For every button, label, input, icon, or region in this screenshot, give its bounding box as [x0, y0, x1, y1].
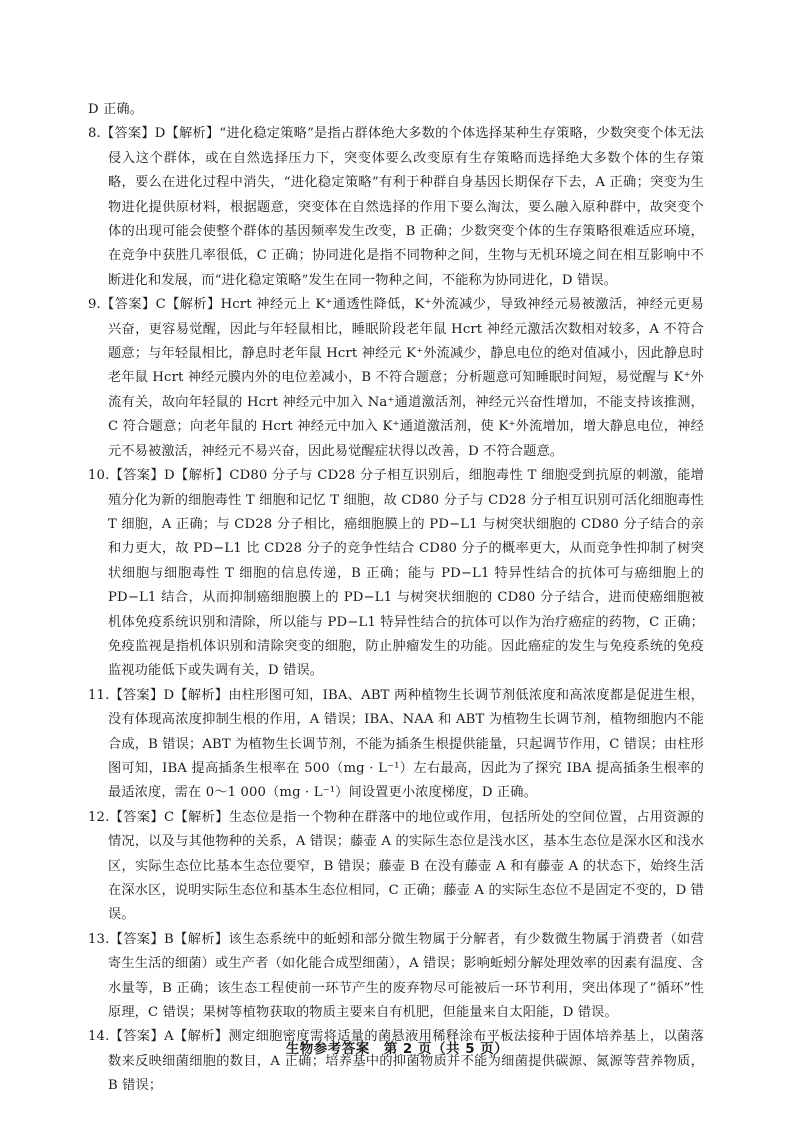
answer-item-12: 12.【答案】C【解析】生态位是指一个物种在群落中的地位或作用，包括所处的空间位置，占用资源的情况，以及与其他物种的关系，A 错误；藤壶 A 的实际生态位是浅水区，基本生态位是深水区和浅水区，实际生态位比基本生态位要窄，B 错误；藤壶 B 在没有藤壶 A 和有藤壶 A 的状态下，始终生活在深水区，说明实际生态位和基本生态位相同，C 正确；藤壶 A 的实际生态位不是固定不变的，D 错误。: [88, 809, 704, 923]
previous-item-tail: D 正确。: [88, 102, 144, 117]
answer-item-13: 13.【答案】B【解析】该生态系统中的蚯蚓和部分微生物属于分解者，有少数微生物属于消费者（如营寄生生活的细菌）或生产者（如化能合成型细菌），A 错误；影响蚯蚓分解处理效率的因素有温度、含水量等，B 正确；该生态工程使前一环节产生的废弃物尽可能被后一环节利用，突出体现了“循环”性原理，C 错误；果树等植物获取的物质主要来自有机肥，但能量来自太阳能，D 错误。: [88, 931, 704, 1021]
answer-item-14: 14.【答案】A【解析】测定细胞密度需将适量的菌悬液用稀释涂布平板法接种于固体培养基上，以菌落数来反映细菌细胞的数目，A 正确；培养基中的抑菌物质并不能为细菌提供碳源、氮源等营养物质，B 错误；: [88, 1029, 704, 1094]
answer-item-8: 8.【答案】D【解析】“进化稳定策略”是指占群体绝大多数的个体选择某种生存策略，少数突变个体无法侵入这个群体，或在自然选择压力下，突变体要么改变原有生存策略而选择绝大多数个体的生存策略，要么在进化过程中消失，“进化稳定策略”有利于种群自身基因长期保存下去，A 正确；突变为生物进化提供原材料，根据题意，突变体在自然选择的作用下要么淘汰，要么融入原种群中，故突变个体的出现可能会使整个群体的基因频率发生改变，B 正确；少数突变个体的生存策略很难适应环境，在竞争中获胜几率很低，C 正确；协同进化是指不同物种之间，生物与无机环境之间在相互影响中不断进化和发展，而“进化稳定策略”发生在同一物种之间，不能称为协同进化，D 错误。: [88, 126, 704, 288]
answer-item-9: 9.【答案】C【解析】Hcrt 神经元上 K⁺通透性降低，K⁺外流减少，导致神经元易被激活，神经元更易兴奋，更容易觉醒，因此与年轻鼠相比，睡眠阶段老年鼠 Hcrt 神经元激活次数相对较多，A 不符合题意；与年轻鼠相比，静息时老年鼠 Hcrt 神经元 K⁺外流减少，静息电位的绝对值减小，因此静息时老年鼠 Hcrt 神经元膜内外的电位差减小，B 不符合题意；分析题意可知睡眠时间短，易觉醒与 K⁺外流有关，故向年轻鼠的 Hcrt 神经元中加入 Na⁺通道激活剂，神经元兴奋性增加，不能支持该推测，C 符合题意；向老年鼠的 Hcrt 神经元中加入 K⁺通道激活剂，使 K⁺外流增加，增大静息电位，神经元不易被激活，神经元不易兴奋，因此易觉醒症状得以改善，D 不符合题意。: [88, 297, 704, 459]
answer-item-10: 10.【答案】D【解析】CD80 分子与 CD28 分子相互识别后，细胞毒性 T 细胞受到抗原的刺激，能增殖分化为新的细胞毒性 T 细胞和记忆 T 细胞，故 CD80 分子与 CD28 分子相互识别可活化细胞毒性 T 细胞，A 正确；与 CD28 分子相比，癌细胞膜上的 PD−L1 与树突状细胞的 CD80 分子结合的亲和力更大，故 PD−L1 比 CD28 分子的竞争性结合 CD80 分子的概率更大，从而竞争性抑制了树突状细胞与细胞毒性 T 细胞的信息传递，B 正确；能与 PD−L1 特异性结合的抗体可与癌细胞上的 PD−L1 结合，从而抑制癌细胞膜上的 PD−L1 与树突状细胞的 CD80 分子结合，进而使癌细胞被机体免疫系统识别和清除，所以能与 PD−L1 特异性结合的抗体可以作为治疗癌症的药物，C 正确；免疫监视是指机体识别和清除突变的细胞，防止肿瘤发生的功能。因此癌症的发生与免疫系统的免疫监视功能低下或失调有关，D 错误。: [88, 468, 704, 679]
answer-item-11: 11.【答案】D【解析】由柱形图可知，IBA、ABT 两种植物生长调节剂低浓度和高浓度都是促进生根，没有体现高浓度抑制生根的作用，A 错误；IBA、NAA 和 ABT 为植物生长调节剂，植物细胞内不能合成，B 错误；ABT 为植物生长调节剂，不能为插条生根提供能量，只起调节作用，C 错误；由柱形图可知，IBA 提高插条生根率在 500（mg · L⁻¹）左右最高，因此为了探究 IBA 提高插条生根率的最适浓度，需在 0～1 000（mg · L⁻¹）间设置更小浓度梯度，D 正确。: [88, 687, 704, 801]
page-footer: 生物参考答案 第 2 页（共 5 页）: [285, 1041, 509, 1057]
answer-content: [88, 98, 704, 1099]
